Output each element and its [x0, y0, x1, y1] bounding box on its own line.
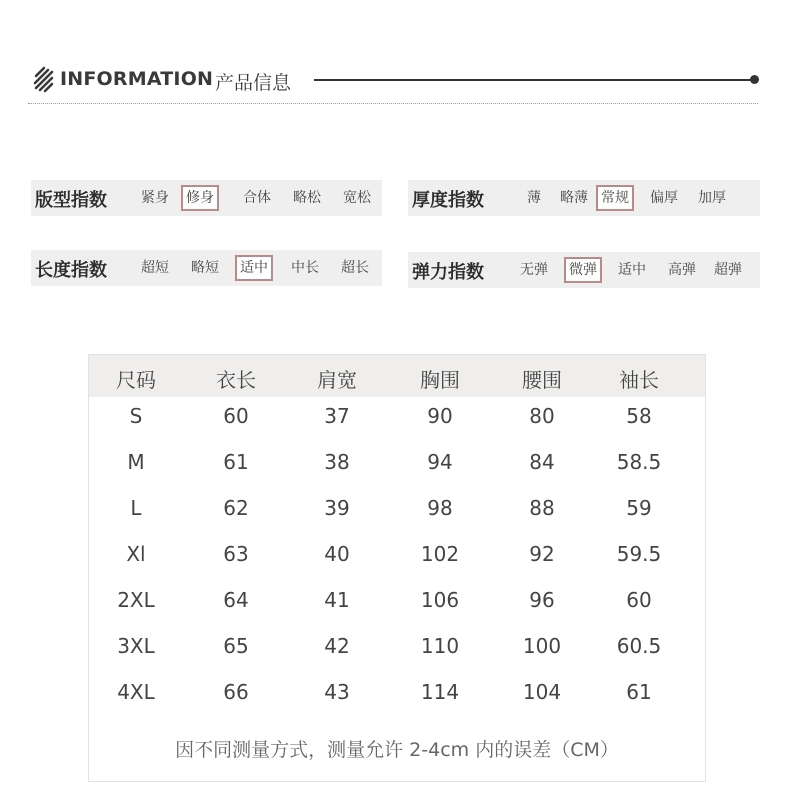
- measure-cell: 84: [529, 450, 555, 474]
- measure-cell: 110: [420, 634, 460, 658]
- size-cell: M: [127, 450, 145, 474]
- measure-cell: 104: [522, 680, 562, 704]
- thickness-option: 偏厚: [650, 190, 678, 206]
- measure-cell: 62: [223, 496, 249, 520]
- thickness-index-label: 厚度指数: [412, 190, 484, 211]
- fit-index-label: 版型指数: [35, 190, 107, 211]
- length-option-selected: 适中: [235, 255, 273, 281]
- info-header: [32, 64, 760, 96]
- measure-cell: 59.5: [616, 542, 662, 566]
- size-cell: 2XL: [117, 588, 155, 612]
- measurement-note: 因不同测量方式，测量允许 2-4cm 内的误差（CM）: [175, 739, 619, 761]
- measure-cell: 90: [427, 404, 453, 428]
- thickness-option: 薄: [527, 190, 541, 206]
- length-option: 超短: [141, 260, 169, 276]
- elasticity-option-selected: 微弹: [564, 257, 602, 283]
- thickness-option: 略薄: [560, 190, 588, 206]
- measure-cell: 43: [324, 680, 350, 704]
- measure-cell: 58: [626, 404, 652, 428]
- thickness-option-selected: 常规: [596, 185, 634, 211]
- measure-cell: 65: [223, 634, 249, 658]
- column-header: 袖长: [619, 368, 659, 392]
- header-title-cn: 产品信息: [215, 72, 292, 94]
- elasticity-index-bar: [408, 252, 760, 288]
- size-cell: L: [130, 496, 142, 520]
- column-header: 胸围: [420, 368, 460, 392]
- fit-option-selected: 修身: [181, 185, 219, 211]
- column-header: 腰围: [522, 368, 562, 392]
- column-header: 尺码: [116, 368, 156, 392]
- measure-cell: 88: [529, 496, 555, 520]
- size-cell: S: [129, 404, 143, 428]
- length-option: 略短: [191, 260, 219, 276]
- elasticity-option: 超弹: [714, 262, 742, 278]
- column-header: 肩宽: [317, 368, 357, 392]
- measure-cell: 60: [626, 588, 652, 612]
- size-table-header: [89, 355, 705, 397]
- measure-cell: 106: [420, 588, 460, 612]
- measure-cell: 39: [324, 496, 350, 520]
- measure-cell: 59: [626, 496, 652, 520]
- measure-cell: 37: [324, 404, 350, 428]
- size-cell: Xl: [126, 542, 146, 566]
- length-index-label: 长度指数: [35, 260, 107, 281]
- measure-cell: 100: [522, 634, 562, 658]
- measure-cell: 96: [529, 588, 555, 612]
- elasticity-option: 高弹: [668, 262, 696, 278]
- header-rule-dot: [750, 75, 759, 84]
- measure-cell: 60.5: [616, 634, 662, 658]
- size-cell: 4XL: [117, 680, 155, 704]
- measure-cell: 42: [324, 634, 350, 658]
- size-table: [88, 354, 706, 782]
- column-header: 衣长: [216, 368, 256, 392]
- measure-cell: 61: [223, 450, 249, 474]
- measure-cell: 58.5: [616, 450, 662, 474]
- thickness-option: 加厚: [698, 190, 726, 206]
- measure-cell: 94: [427, 450, 453, 474]
- measure-cell: 80: [529, 404, 555, 428]
- measure-cell: 66: [223, 680, 249, 704]
- measure-cell: 41: [324, 588, 350, 612]
- fit-option: 宽松: [343, 190, 371, 206]
- length-option: 超长: [341, 260, 369, 276]
- fit-option: 略松: [293, 190, 321, 206]
- elasticity-index-label: 弹力指数: [412, 262, 484, 283]
- length-option: 中长: [291, 260, 319, 276]
- measure-cell: 98: [427, 496, 453, 520]
- measure-cell: 38: [324, 450, 350, 474]
- fit-option: 合体: [243, 190, 271, 206]
- elasticity-option: 无弹: [520, 262, 548, 278]
- header-title-en: INFORMATION: [60, 68, 214, 90]
- measure-cell: 61: [626, 680, 652, 704]
- elasticity-option: 适中: [618, 262, 646, 278]
- measure-cell: 64: [223, 588, 249, 612]
- thickness-index-bar: [408, 180, 760, 216]
- dotted-divider: [28, 103, 758, 104]
- measure-cell: 102: [420, 542, 460, 566]
- measure-cell: 60: [223, 404, 249, 428]
- measure-cell: 40: [324, 542, 350, 566]
- length-index-bar: [31, 250, 382, 286]
- measure-cell: 63: [223, 542, 249, 566]
- fit-option: 紧身: [141, 190, 169, 206]
- header-rule: [314, 79, 752, 81]
- stripes-logo-icon: [32, 66, 56, 94]
- measure-cell: 92: [529, 542, 555, 566]
- measure-cell: 114: [420, 680, 460, 704]
- size-cell: 3XL: [117, 634, 155, 658]
- fit-index-bar: [31, 180, 382, 216]
